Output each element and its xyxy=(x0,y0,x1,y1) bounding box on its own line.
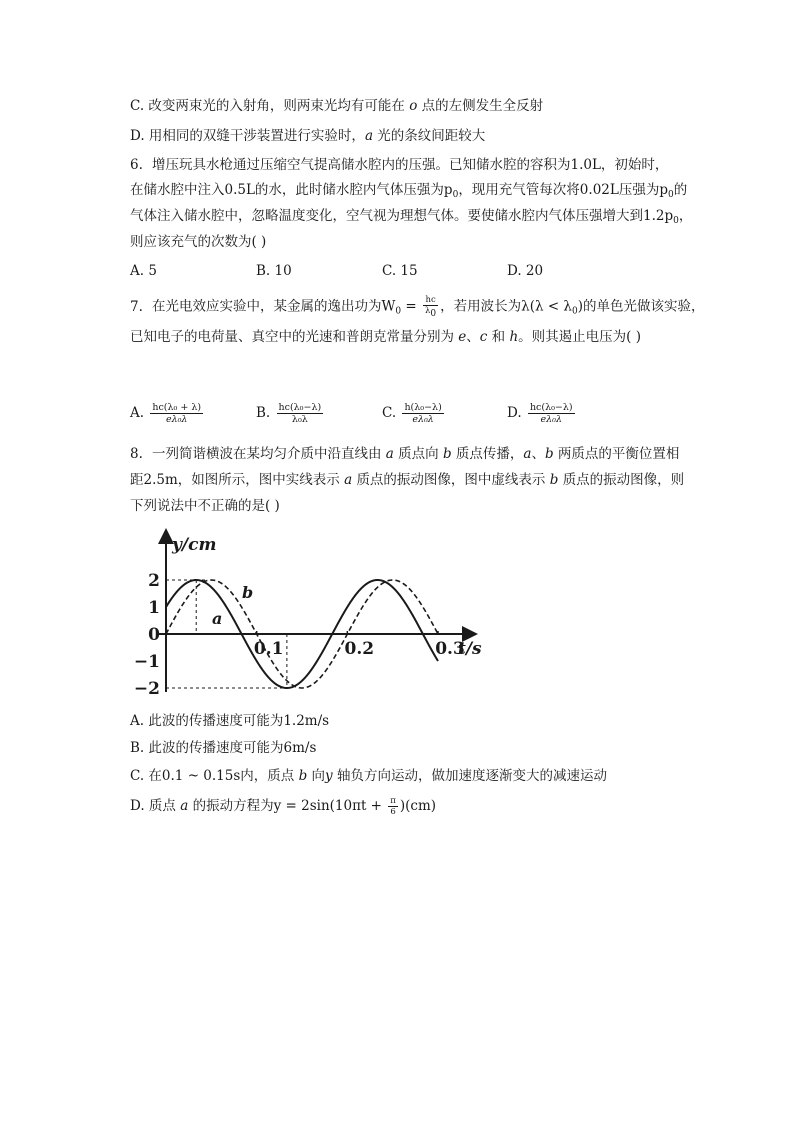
q7-option-b[interactable]: B. $\frac{\text{hc(λ₀−λ)}}{\text{λ₀λ}}$ xyxy=(256,402,322,425)
q8-line2: 距2.5m，如图所示，图中实线表示 a 质点的振动图像，图中虚线表示 b 质点的振动图像，则 xyxy=(130,472,685,488)
option-d-prev: D. 用相同的双缝干涉装置进行实验时，a 光的条纹间距较大 xyxy=(130,128,486,144)
q8-option-b[interactable]: B. 此波的传播速度可能为6m/s xyxy=(130,740,317,756)
y-tick-label: −1 xyxy=(133,652,160,672)
y-tick-label: 1 xyxy=(148,598,160,618)
vibration-graph xyxy=(133,532,490,702)
option-c-prev: C. 改变两束光的入射角，则两束光均有可能在 o 点的左侧发生全反射 xyxy=(130,98,544,114)
q7-option-d[interactable]: D. $\frac{\text{hc(λ₀−λ)}}{\text{eλ₀λ}}$ xyxy=(507,402,573,425)
q6-option-c[interactable]: C. 15 xyxy=(382,263,418,279)
x-tick-label: 0.2 xyxy=(344,639,375,659)
series-b-label: b xyxy=(242,583,254,602)
q7-line2: 已知电子的电荷量、真空中的光速和普朗克常量分别为 e、c 和 h。则其遏止电压为( ) xyxy=(130,329,641,345)
y-tick-label: −2 xyxy=(133,679,160,699)
q8-option-d[interactable]: D. 质点 a 的振动方程为y = 2sin(10πt + $\frac{\pi}{6}$ )(cm) xyxy=(130,796,437,817)
q8-line3: 下列说法中不正确的是( ) xyxy=(130,498,280,514)
y-tick-label: 2 xyxy=(148,571,160,591)
x-axis-label: t/s xyxy=(458,639,482,659)
y-tick-label: 0 xyxy=(148,625,160,645)
q7-option-c[interactable]: C. $\frac{\text{h(λ₀−λ)}}{\text{eλ₀λ}}$ xyxy=(382,402,442,425)
q7-work-fraction: $\frac{hc}{\lambda_0}$ xyxy=(425,295,437,319)
q6-line4: 则应该充气的次数为( ) xyxy=(130,234,267,250)
x-tick-label: 0.3 xyxy=(435,639,465,659)
series-a-label: a xyxy=(212,609,223,628)
x-tick-label: 0.1 xyxy=(253,639,284,659)
q6-option-a[interactable]: A. 5 xyxy=(130,263,157,279)
pi-over-six-fraction: $\frac{\pi}{6}$ xyxy=(390,796,396,817)
q7-line1: 7. 在光电效应实验中，某金属的逸出功为$W_0$ = $\frac{hc}{\lambda_0}$ ，若用波长为$\lambda(\lambda < \lambda_0)$的单色光做该实验， xyxy=(130,295,705,319)
y-axis-label: y/cm xyxy=(172,535,217,555)
q6-line2: 在储水腔中注入0.5L的水，此时储水腔内气体压强为$p_0$，现用充气管每次将0.02L压强为$p_0$的 xyxy=(130,182,688,200)
q6-line3: 气体注入储水腔中，忽略温度变化，空气视为理想气体。要使储水腔内气体压强增大到$1.2p_0$， xyxy=(130,208,693,226)
q7-option-a[interactable]: A. $\frac{\text{hc(λ₀ + λ)}}{\text{eλ₀λ}}$ xyxy=(130,402,202,425)
q6-line1: 6. 增压玩具水枪通过压缩空气提高储水腔内的压强。已知储水腔的容积为1.0L，初始时， xyxy=(130,157,669,173)
q8-line1: 8. 一列简谐横波在某均匀介质中沿直线由 a 质点向 b 质点传播，a、b 两质点的平衡位置相 xyxy=(130,446,680,462)
q8-option-c[interactable]: C. 在0.1 ~ 0.15s内，质点 b 向y 轴负方向运动，做加速度逐渐变大的减速运动 xyxy=(130,768,607,784)
q6-option-d[interactable]: D. 20 xyxy=(507,263,544,279)
q8-option-a[interactable]: A. 此波的传播速度可能为1.2m/s xyxy=(130,713,330,729)
q6-option-b[interactable]: B. 10 xyxy=(256,263,292,279)
